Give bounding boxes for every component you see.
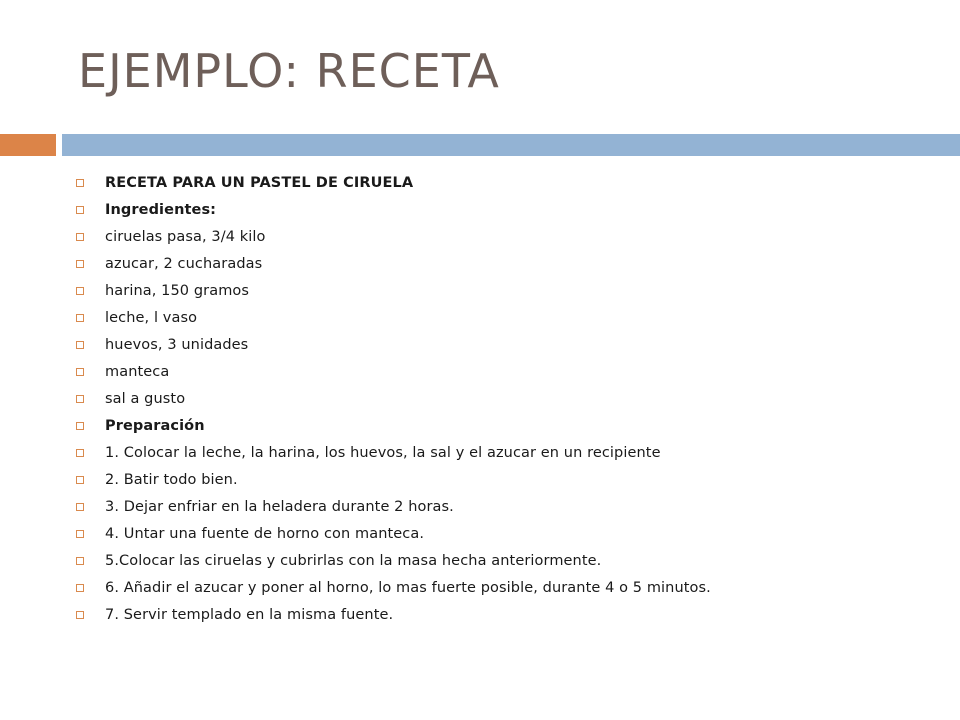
list-item [76, 358, 936, 385]
square-bullet-icon [76, 368, 84, 376]
square-bullet-icon [76, 449, 84, 457]
list-item-text: 4. Untar una fuente de horno con manteca. [105, 525, 425, 542]
list-item [76, 412, 936, 439]
square-bullet-icon [76, 314, 84, 322]
list-item-text: manteca [105, 363, 170, 380]
square-bullet-icon [76, 179, 84, 187]
list-item-text: 7. Servir templado en la misma fuente. [105, 606, 394, 623]
square-bullet-icon [76, 557, 84, 565]
list-item [76, 520, 936, 547]
list-item [76, 601, 936, 628]
square-bullet-icon [76, 206, 84, 214]
square-bullet-icon [76, 233, 84, 241]
list-item [76, 304, 936, 331]
list-item [76, 385, 936, 412]
square-bullet-icon [76, 341, 84, 349]
list-item [76, 466, 936, 493]
list-item-text: ciruelas pasa, 3/4 kilo [105, 228, 266, 245]
list-item-text: 2. Batir todo bien. [105, 471, 238, 488]
list-item [76, 493, 936, 520]
list-item [76, 196, 936, 223]
list-item [76, 277, 936, 304]
square-bullet-icon [76, 395, 84, 403]
list-item-text: Ingredientes: [105, 201, 217, 218]
list-item-text: azucar, 2 cucharadas [105, 255, 263, 272]
list-item-text: 1. Colocar la leche, la harina, los huevos, la sal y el azucar en un recipiente [105, 444, 661, 461]
list-item-text: harina, 150 gramos [105, 282, 250, 299]
list-item-text: RECETA PARA UN PASTEL DE CIRUELA [105, 174, 414, 191]
list-item-text: huevos, 3 unidades [105, 336, 249, 353]
list-item [76, 169, 936, 196]
square-bullet-icon [76, 611, 84, 619]
list-item [76, 574, 936, 601]
square-bullet-icon [76, 476, 84, 484]
list-item-text: sal a gusto [105, 390, 186, 407]
recipe-bullet-list [76, 169, 936, 628]
list-item-text: leche, l vaso [105, 309, 198, 326]
accent-bar-blue [62, 134, 960, 156]
square-bullet-icon [76, 584, 84, 592]
slide-title: EJEMPLO: RECETA [78, 44, 500, 98]
square-bullet-icon [76, 260, 84, 268]
list-item-text: 5.Colocar las ciruelas y cubrirlas con la masa hecha anteriormente. [105, 552, 602, 569]
list-item-text: Preparación [105, 417, 205, 434]
list-item-text: 3. Dejar enfriar en la heladera durante 2 horas. [105, 498, 454, 515]
list-item [76, 331, 936, 358]
list-item [76, 547, 936, 574]
square-bullet-icon [76, 422, 84, 430]
accent-bar-orange [0, 134, 56, 156]
list-item-text: 6. Añadir el azucar y poner al horno, lo mas fuerte posible, durante 4 o 5 minutos. [105, 579, 711, 596]
list-item [76, 250, 936, 277]
list-item [76, 439, 936, 466]
list-item [76, 223, 936, 250]
square-bullet-icon [76, 503, 84, 511]
square-bullet-icon [76, 287, 84, 295]
square-bullet-icon [76, 530, 84, 538]
